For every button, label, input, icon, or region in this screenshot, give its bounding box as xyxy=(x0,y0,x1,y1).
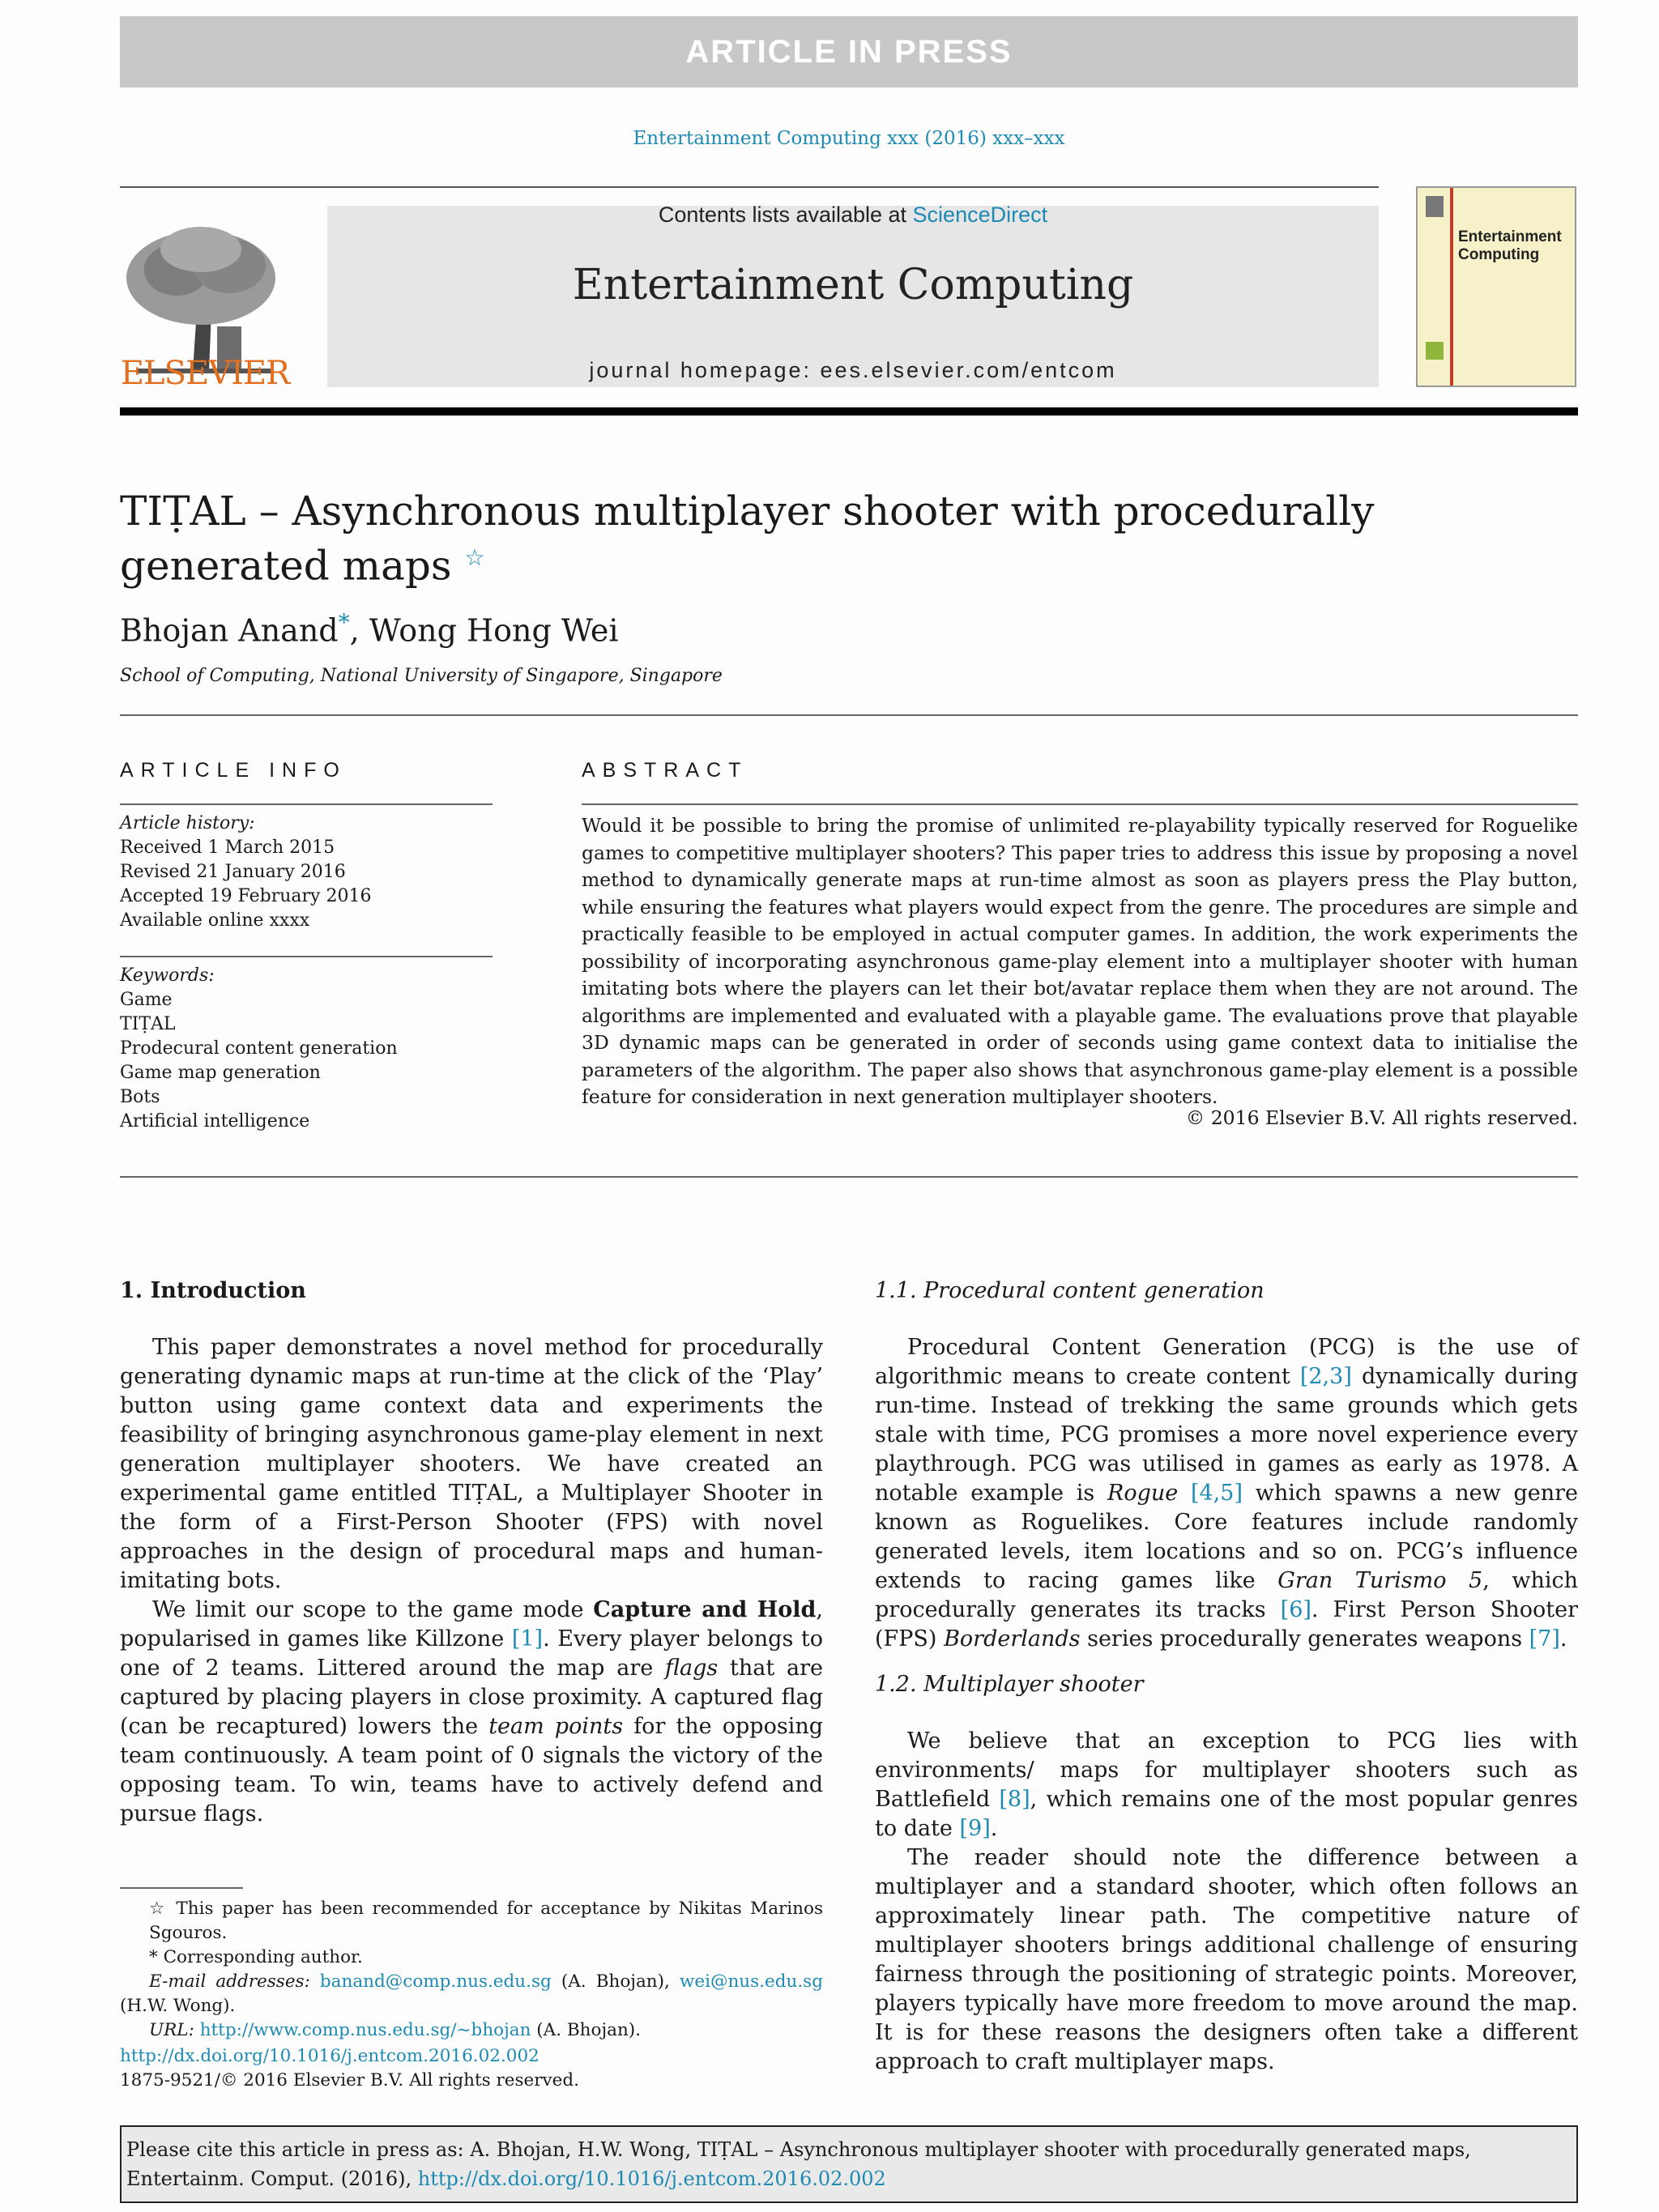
keyword: Bots xyxy=(120,1087,160,1107)
doi-block xyxy=(120,2044,579,2093)
citation-link[interactable]: [8] xyxy=(999,1787,1030,1812)
contents-line xyxy=(327,202,1379,228)
footnote xyxy=(120,1946,823,1970)
text: , popularised in games like Killzone xyxy=(120,1597,824,1652)
text: , which remains one of the most popular genres to date xyxy=(875,1787,1578,1841)
text: series procedurally generates weapons xyxy=(1080,1626,1529,1652)
paragraph: This paper demonstrates a novel method for procedurally generating dynamic maps at run-time at the click of the ‘Play’ button using game context data and experiments the feasibility of bringing asynchronous game-play element in next generation multiplayer shooters. We have created an experimental game entitled TIṬAL, a Multiplayer Shooter in the form of a First-Person Shooter (FPS) with novel approaches in the design of procedural maps and human-imitating bots. xyxy=(120,1335,823,1593)
rule xyxy=(120,1176,1578,1178)
footnote-emails xyxy=(120,1970,823,2018)
article-history xyxy=(120,812,493,933)
text: . xyxy=(1559,1626,1567,1652)
sciencedirect-link[interactable]: ScienceDirect xyxy=(912,202,1048,227)
article-info-heading: ARTICLE INFO xyxy=(120,759,347,782)
rule xyxy=(582,803,1578,805)
footnote-text: This paper has been recommended for acceptance by Nikitas Marinos Sgouros. xyxy=(149,1899,823,1943)
text: (A. Bhojan). xyxy=(531,2020,642,2040)
history-item: Accepted 19 February 2016 xyxy=(120,886,372,906)
text-bold: Capture and Hold xyxy=(593,1597,817,1622)
citation-link[interactable]: [2,3] xyxy=(1299,1364,1352,1389)
keyword: TIṬAL xyxy=(120,1014,176,1034)
article-title xyxy=(120,488,1416,590)
history-label: Article history: xyxy=(120,813,255,833)
citation-link[interactable]: [9] xyxy=(959,1816,991,1841)
text: Procedural Content Generation (PCG) is the use of algorithmic means to create content xyxy=(875,1335,1578,1389)
article-in-press-banner xyxy=(120,16,1578,87)
url-label: URL: xyxy=(149,2020,194,2040)
cover-title: Entertainment Computing xyxy=(1458,228,1562,263)
paragraph xyxy=(875,1727,1578,1843)
citation-link[interactable]: [1] xyxy=(511,1626,544,1652)
cover-corner-mark xyxy=(1426,342,1444,360)
multiplayer-body xyxy=(875,1727,1578,2077)
text-italic: Gran Turismo 5 xyxy=(1277,1568,1483,1593)
title-footnote-star[interactable]: ☆ xyxy=(464,544,485,571)
footnote-text: Corresponding author. xyxy=(163,1947,363,1967)
abstract-copyright: © 2016 Elsevier B.V. All rights reserved. xyxy=(1185,1106,1578,1129)
keyword: Game xyxy=(120,990,173,1010)
footnotes xyxy=(120,1897,823,2043)
footnote-mark: ☆ xyxy=(149,1899,168,1919)
homepage-url-link[interactable]: http://www.comp.nus.edu.sg/~bhojan xyxy=(199,2020,531,2040)
email-link-2[interactable]: wei@nus.edu.sg xyxy=(679,1971,823,1992)
article-title-text: TIṬAL – Asynchronous multiplayer shooter with procedurally generated maps xyxy=(120,488,1375,590)
section-heading-multiplayer: 1.2. Multiplayer shooter xyxy=(875,1672,1144,1697)
paragraph xyxy=(875,1333,1578,1654)
citation-box xyxy=(120,2125,1578,2203)
text: We believe that an exception to PCG lies with environments/ maps for multiplayer shooters such as Battlefield xyxy=(875,1728,1578,1812)
paragraph: The reader should note the difference between a multiplayer and a standard shooter, which often follows an approximately linear path. The competitive nature of multiplayer shooters brings additional challenge of ensuring fairness through the positioning of strategic points. Moreover, players typically have more freedom to move around the map. It is for these reasons the designers often take a different approach to craft multiplayer maps. xyxy=(875,1845,1578,2074)
journal-homepage[interactable]: journal homepage: ees.elsevier.com/entcom xyxy=(589,358,1117,382)
keyword: Artificial intelligence xyxy=(120,1111,310,1132)
citation-doi-link[interactable]: http://dx.doi.org/10.1016/j.entcom.2016.02.002 xyxy=(417,2167,886,2190)
issn-line: 1875-9521/© 2016 Elsevier B.V. All rights reserved. xyxy=(120,2070,579,2091)
cover-accent-bar xyxy=(1450,188,1453,386)
keyword: Game map generation xyxy=(120,1063,321,1083)
author-1: Bhojan Anand xyxy=(120,612,339,649)
text: dynamically during run-time. Instead of trekking the same grounds which gets stale with time, PCG promises a more novel experience every playthrough. PCG was utilised in games as early as 1978. A notable example is xyxy=(875,1364,1579,1506)
masthead-rule xyxy=(120,407,1578,416)
pcg-body xyxy=(875,1333,1578,1654)
text-italic: team points xyxy=(488,1714,624,1739)
article-in-press-label: ARTICLE IN PRESS xyxy=(685,33,1013,70)
header-rule xyxy=(120,186,1379,188)
text-italic: flags xyxy=(665,1656,719,1681)
footnote xyxy=(120,1897,823,1946)
text: (A. Bhojan), xyxy=(551,1971,680,1992)
keywords-label: Keywords: xyxy=(120,965,215,986)
doi-link[interactable]: http://dx.doi.org/10.1016/j.entcom.2016.02.002 xyxy=(120,2046,539,2066)
author-2: , Wong Hong Wei xyxy=(349,612,619,649)
text: . Every player belongs to one of 2 teams. Littered around the map are xyxy=(120,1626,823,1681)
journal-title: Entertainment Computing xyxy=(572,261,1134,309)
abstract-heading: ABSTRACT xyxy=(582,759,748,782)
affiliation: School of Computing, National University of Singapore, Singapore xyxy=(120,666,723,686)
text: We limit our scope to the game mode xyxy=(152,1597,594,1622)
history-item: Received 1 March 2015 xyxy=(120,837,335,858)
footnote-rule xyxy=(120,1887,243,1889)
elsevier-wordmark[interactable]: ELSEVIER xyxy=(120,355,290,392)
rule xyxy=(120,803,493,805)
text: which spawns a new genre known as Roguelikes. Core features include randomly generated levels, item locations and so on. PCG’s influence extends to racing games like xyxy=(875,1481,1578,1593)
text: (H.W. Wong). xyxy=(120,1996,236,2016)
keywords xyxy=(120,964,493,1134)
rule xyxy=(120,714,1578,716)
citation-link[interactable]: [4,5] xyxy=(1190,1481,1243,1506)
text: . First Person Shooter (FPS) xyxy=(875,1597,1578,1652)
cover-emblem xyxy=(1426,196,1444,217)
contents-prefix: Contents lists available at xyxy=(658,202,913,227)
citation-link[interactable]: [6] xyxy=(1280,1597,1311,1622)
text: that are captured by placing players in close proximity. A captured flag (can be recaptured) lowers the xyxy=(120,1656,823,1739)
introduction-body xyxy=(120,1333,823,1829)
text: for the opposing team continuously. A team point of 0 signals the victory of the opposing team. To win, teams have to actively defend and pursue flags. xyxy=(120,1714,823,1826)
corresponding-author-mark[interactable]: * xyxy=(338,609,350,636)
paragraph xyxy=(120,1596,823,1829)
footnote-url xyxy=(120,2018,823,2043)
journal-reference-link[interactable]: Entertainment Computing xxx (2016) xxx–xxx xyxy=(633,128,1065,149)
author-list xyxy=(120,609,619,649)
text-italic: Borderlands xyxy=(944,1626,1081,1652)
keyword: Prodecural content generation xyxy=(120,1038,398,1059)
email-label: E-mail addresses: xyxy=(149,1971,310,1992)
history-item: Revised 21 January 2016 xyxy=(120,862,346,882)
abstract-text: Would it be possible to bring the promise of unlimited re-playability typically reserved for Roguelike games to competitive multiplayer shooters? This paper tries to address this issue by proposing a novel method to dynamically generate maps at run-time almost as soon as players press the Play button, while ensuring the features what players would expect from the genre. The procedures are simple and practically feasible to be employed in actual computer games. In addition, the work experiments the possibility of incorporating asynchronous game-play element into a multiplayer shooter with human imitating bots where the players can let their bot/avatar replace them when they are not around. The algorithms are implemented and evaluated with a playable game. The evaluations prove that playable 3D dynamic maps can be generated in order of seconds using game context data to initialise the parameters of the algorithm. The paper also shows that asynchronous game-play element is a possible feature for consideration in next generation multiplayer shooters. xyxy=(582,814,1578,1108)
text-italic: Rogue xyxy=(1107,1481,1179,1506)
rule xyxy=(120,956,493,957)
journal-cover-thumbnail[interactable] xyxy=(1416,186,1576,387)
text: . xyxy=(990,1816,998,1841)
email-link-1[interactable]: banand@comp.nus.edu.sg xyxy=(319,1971,552,1992)
citation-link[interactable]: [7] xyxy=(1529,1626,1560,1652)
history-item: Available online xxxx xyxy=(120,910,310,931)
section-heading-introduction: 1. Introduction xyxy=(120,1278,306,1303)
footnote-mark: * xyxy=(149,1947,158,1967)
citation-text: Please cite this article in press as: A. Bhojan, H.W. Wong, TIṬAL – Asynchronous multiplayer shooter with procedurally generated maps, Entertainm. Comput. (2016), xyxy=(126,2138,1471,2190)
section-heading-pcg: 1.1. Procedural content generation xyxy=(875,1278,1265,1303)
text: , which procedurally generates its tracks xyxy=(875,1568,1578,1622)
